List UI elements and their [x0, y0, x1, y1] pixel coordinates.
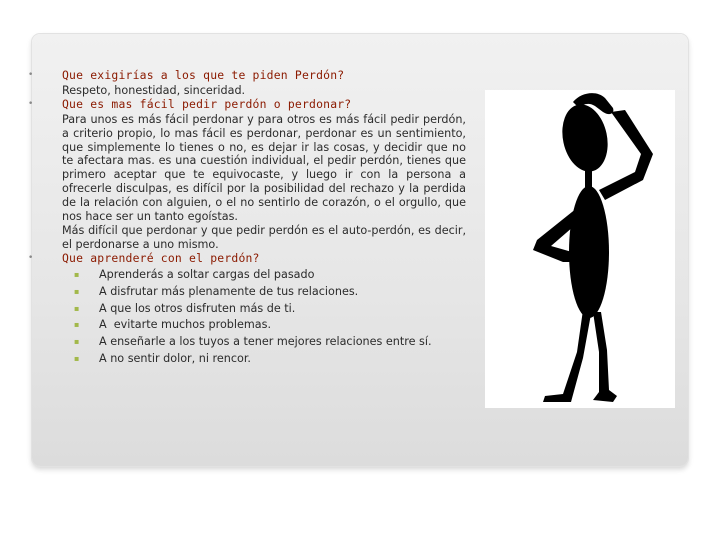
list-item [74, 317, 466, 334]
question-heading: Que aprenderé con el perdón? [62, 250, 260, 265]
list-item [74, 267, 466, 284]
square-bullet-icon: ▪ [74, 354, 80, 364]
list-item [74, 334, 466, 351]
list-item [28, 98, 466, 252]
bullet-icon: • [28, 98, 34, 109]
list-item [74, 351, 466, 368]
square-bullet-icon: ▪ [74, 286, 80, 296]
list-item [74, 284, 466, 301]
answer-paragraph: Más difícil que perdonar y que pedir perdón es el auto-perdón, es decir, el perdonarse a uno mismo. [62, 223, 466, 251]
benefit-text: Aprenderás a soltar cargas del pasado [99, 267, 315, 281]
square-bullet-icon: ▪ [74, 303, 80, 313]
list-item [74, 301, 466, 318]
benefits-list [62, 267, 466, 368]
square-bullet-icon: ▪ [74, 337, 80, 347]
slide-content [28, 69, 466, 368]
bullet-icon: • [28, 70, 34, 80]
benefit-text: A enseñarle a los tuyos a tener mejores relaciones entre sí. [99, 335, 432, 349]
benefit-text: A que los otros disfruten más de ti. [99, 301, 296, 315]
answer-paragraph: Respeto, honestidad, sinceridad. [62, 83, 246, 97]
list-item [28, 252, 466, 368]
benefit-text: A no sentir dolor, ni rencor. [99, 352, 251, 366]
list-item [28, 69, 466, 98]
confused-stick-figure-icon [485, 90, 675, 408]
benefit-text: A evitarte muchos problemas. [99, 318, 272, 332]
square-bullet-icon: ▪ [74, 269, 80, 279]
bullet-icon: • [28, 252, 34, 263]
illustration-panel [485, 90, 675, 408]
question-heading: Que es mas fácil pedir perdón o perdonar? [62, 96, 352, 111]
question-heading: Que exigirías a los que te piden Perdón? [62, 68, 345, 82]
square-bullet-icon: ▪ [74, 320, 80, 330]
answer-paragraph: Para unos es más fácil perdonar y para otros es más fácil pedir perdón, a criterio propio, lo mas fácil es perdonar, perdonar es un sentimiento, que simplemente lo tienes o no, es dejar ir las cosas, y decidir que no te afectara mas. es una cuestión individual, el pedir perdón, tienes que primero aceptar que te equivocaste, y luego ir con la persona a ofrecerle disculpas, es difícil por la posibilidad del rechazo y la perdida de la relación con alguien, o el no sentirlo de corazón, o el orgullo, que nos hace ser un tanto egoístas. [62, 112, 466, 224]
benefit-text: A disfrutar más plenamente de tus relaciones. [99, 284, 359, 298]
